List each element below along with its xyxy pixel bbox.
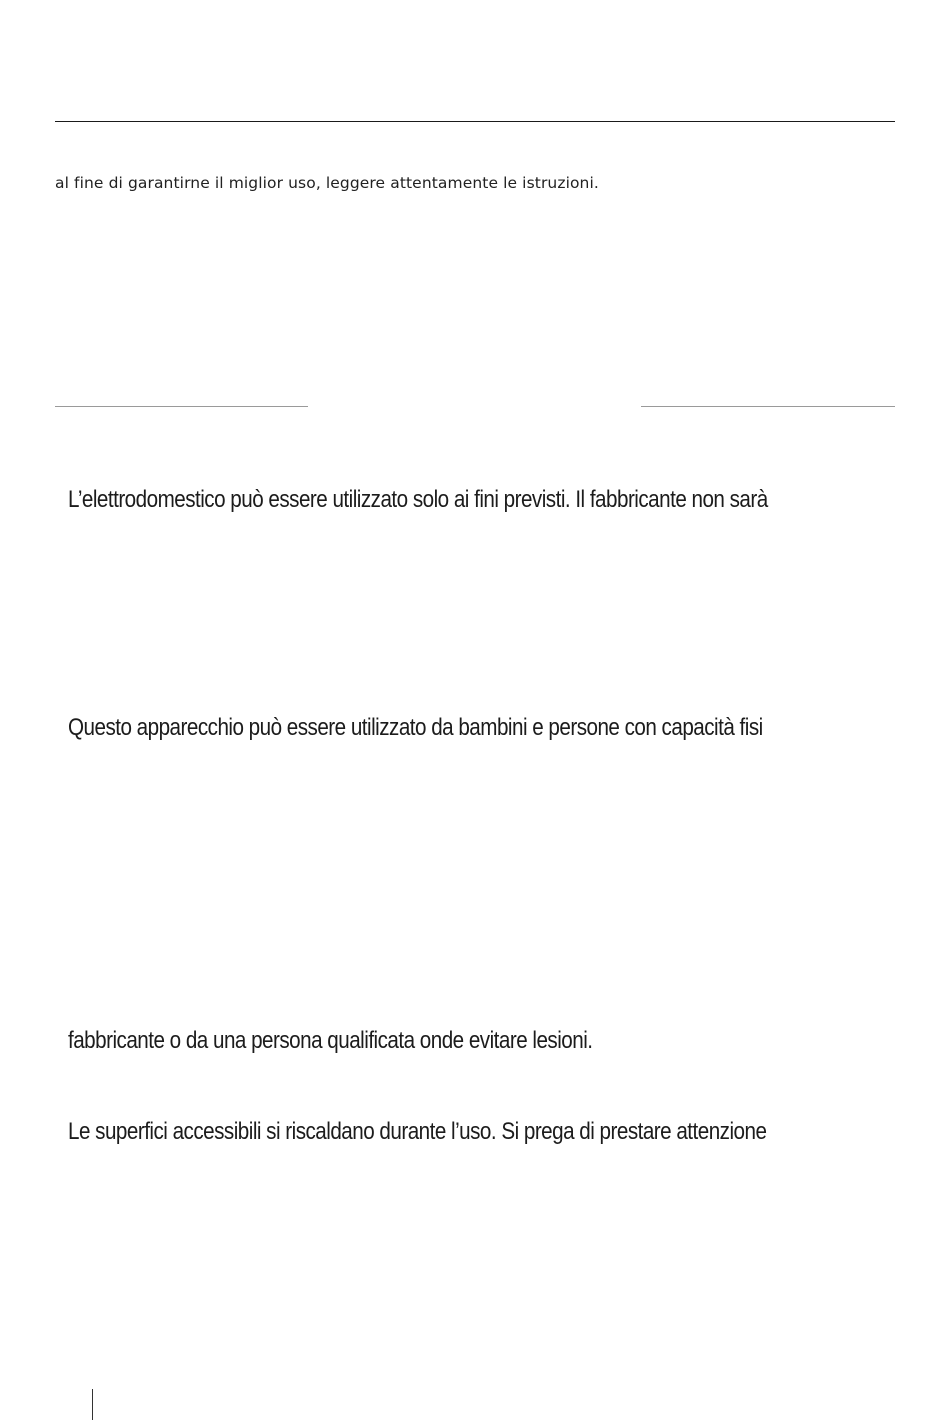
paragraph-intended-use: L’elettrodomestico può essere utilizzato solo ai fini previsti. Il fabbricante non sarà (68, 486, 768, 513)
section-divider-right (641, 406, 895, 407)
paragraph-hot-surfaces: Le superfici accessibili si riscaldano durante l’uso. Si prega di prestare attenzione (68, 1118, 767, 1145)
intro-text: al fine di garantirne il miglior uso, leggere attentamente le istruzioni. (55, 174, 599, 192)
margin-marker (92, 1389, 93, 1420)
paragraph-children-use: Questo apparecchio può essere utilizzato da bambini e persone con capacità fisi (68, 714, 763, 741)
top-divider (55, 121, 895, 122)
section-divider-left (55, 406, 308, 407)
paragraph-qualified-person: fabbricante o da una persona qualificata onde evitare lesioni. (68, 1027, 593, 1054)
